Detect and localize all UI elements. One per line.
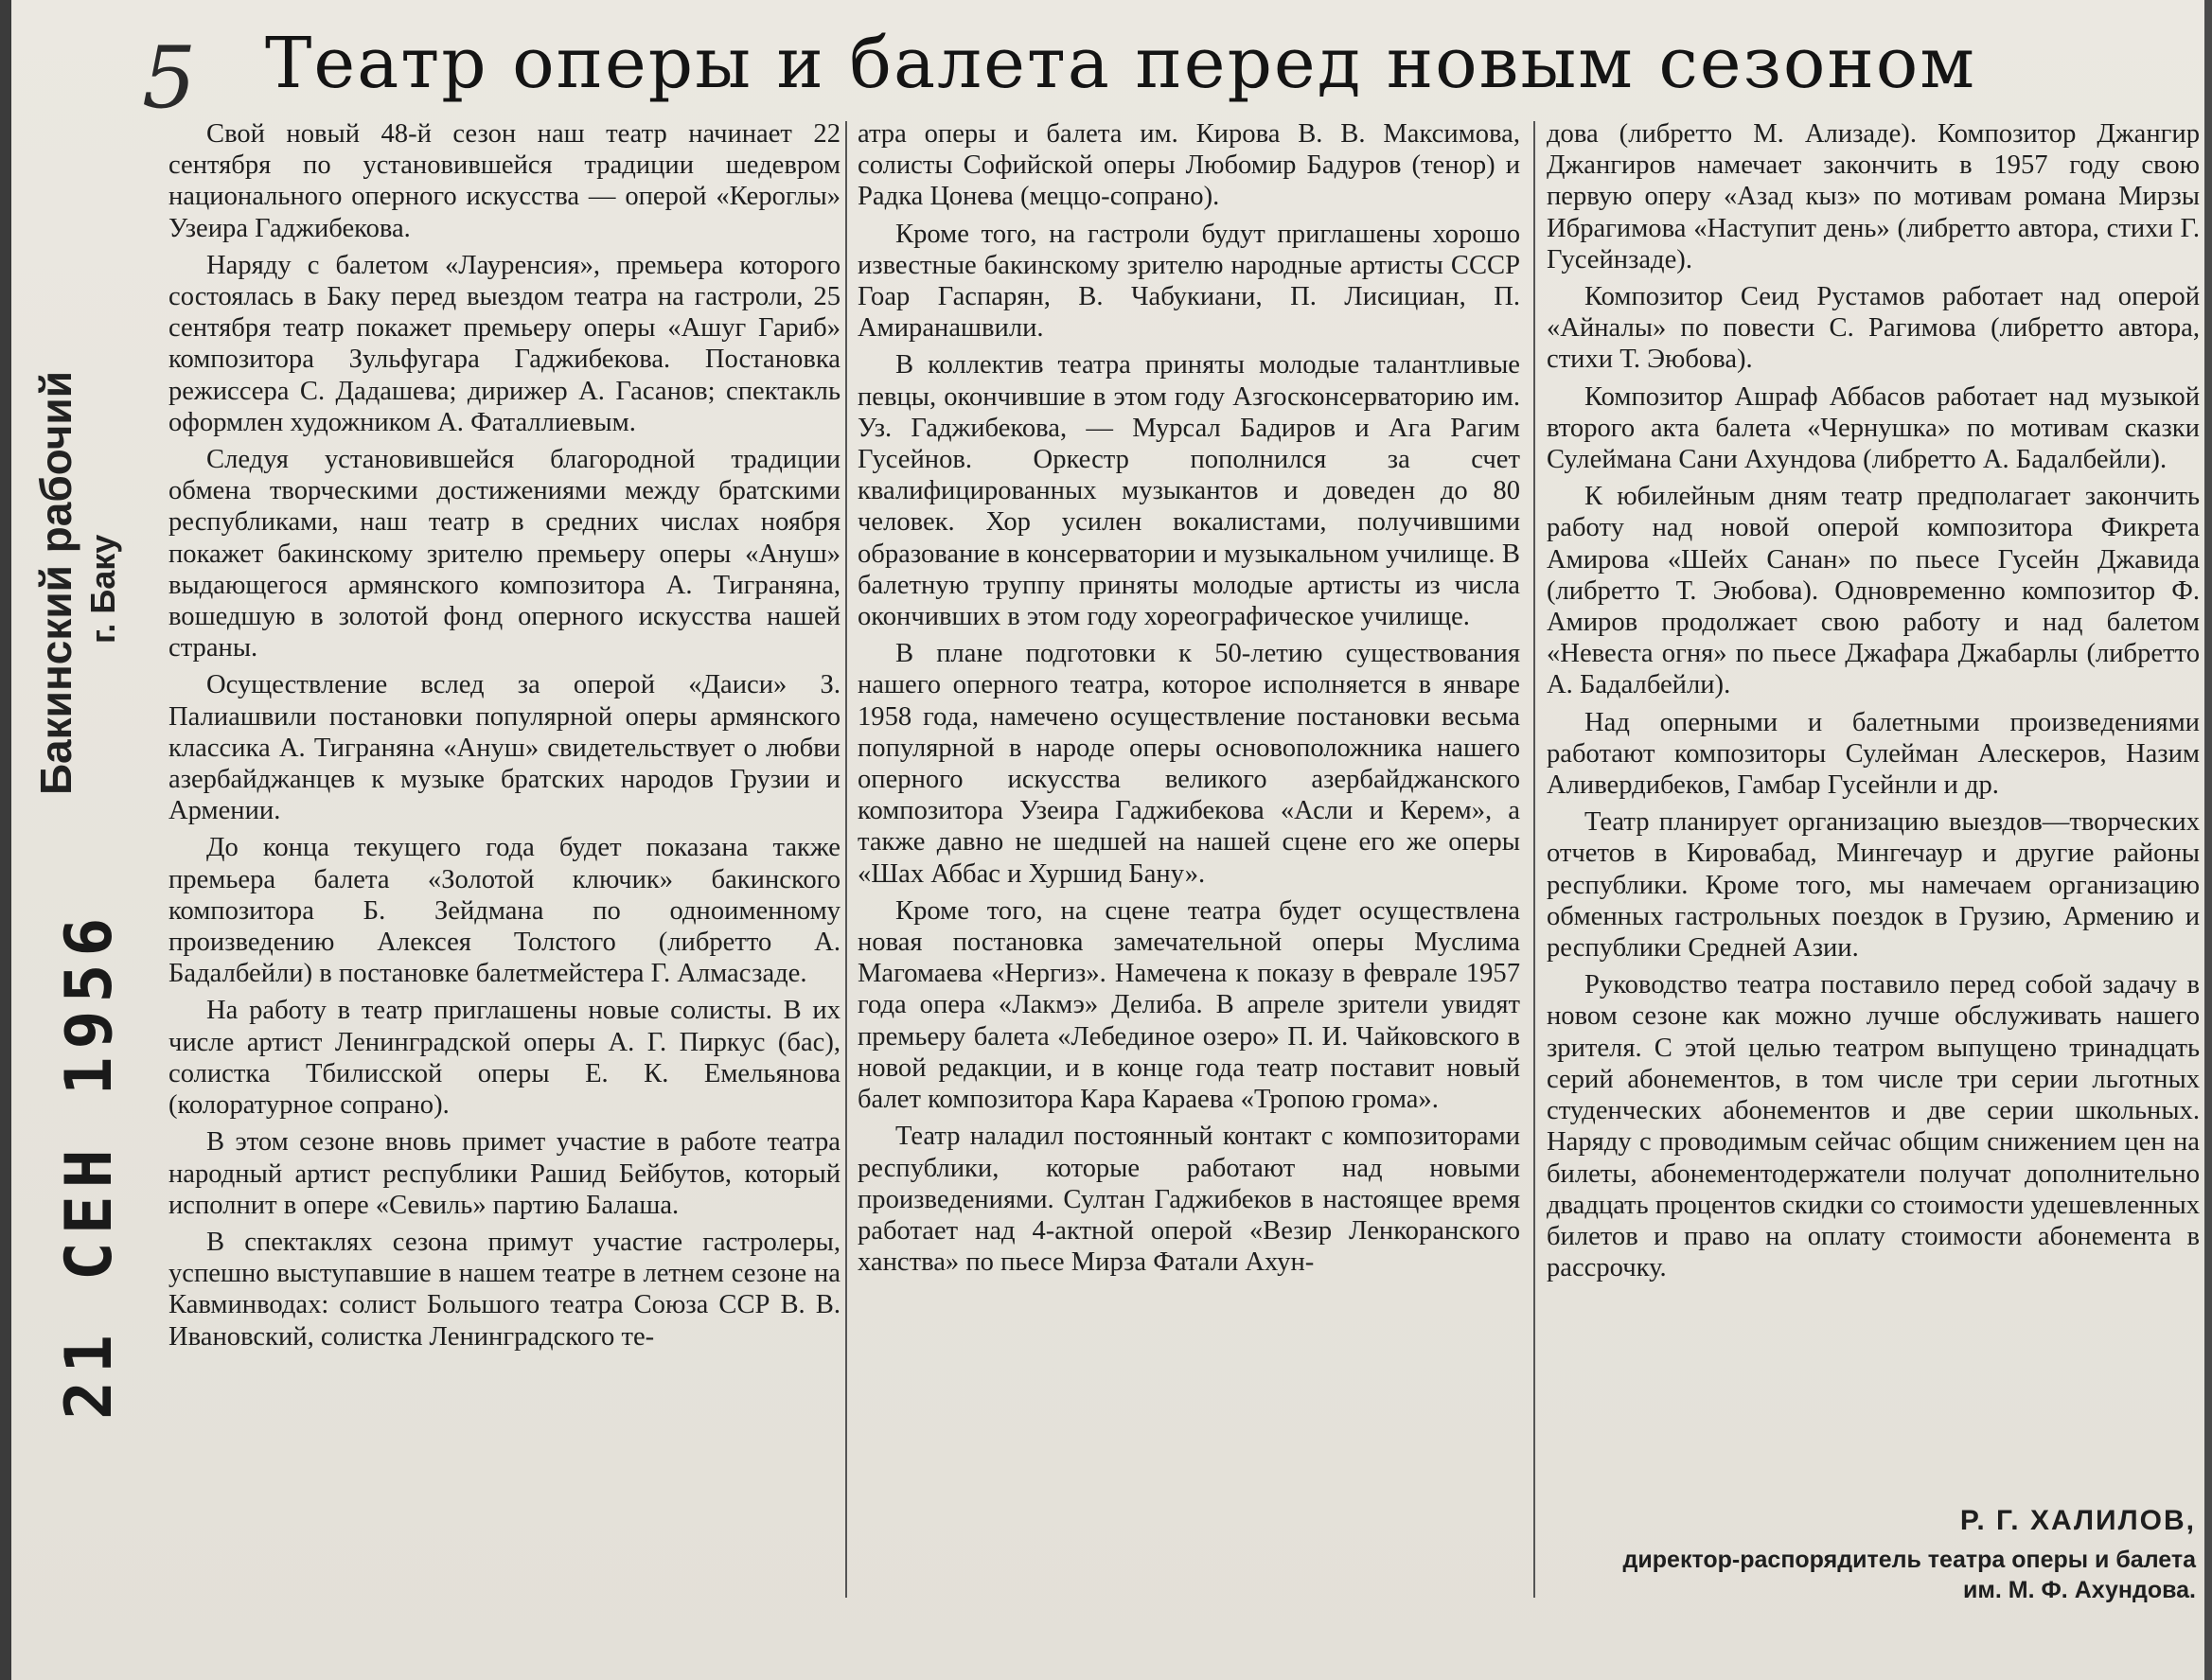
paragraph: Руководство театра поставило перед собой задачу в новом сезоне как можно лучше обслуживать нашего зрителя. С этой целью театром выпущено тринадцать серий абонементов, в том числе три серии льготных студенческих абонементов и две серии школьных. Наряду с проводимым сейчас общим снижением цен на билеты, абонементодержатели получат дополнительно двадцать процентов скидки со стоимости удешевленных билетов и право на оплату стоимости абонемента в рассрочку. xyxy=(1547,970,2200,1283)
paragraph: Наряду с балетом «Лауренсия», премьера которого состоялась в Баку перед выездом театра на гастроли, 25 сентября театр покажет премьеру оперы «Ашуг Гариб» композитора Зульфугара Гаджибекова. Постановка режиссера С. Дадашева; дирижер А. Гасанов; спектакль оформлен художником А. Фаталлиевым. xyxy=(168,250,841,437)
article-column-3 xyxy=(1547,118,2200,1600)
newspaper-city: г. Баку xyxy=(83,534,122,644)
article-column-2 xyxy=(858,118,1520,1600)
paragraph: В спектаклях сезона примут участие гастролеры, успешно выступавшие в нашем театре в летнем сезоне на Кавминводах: солист Большого театра Союза ССР В. В. Ивановский, солистка Ленинградского те- xyxy=(168,1227,841,1352)
article-headline: Театр оперы и балета перед новым сезоном xyxy=(265,23,1976,104)
paragraph: В плане подготовки к 50-летию существования нашего оперного театра, которое исполняется в январе 1958 года, намечено осуществление постановки весьма популярной в народе оперы основоположника нашего оперного искусства великого азербайджанского композитора Узеира Гаджибекова «Асли и Керем», а также давно не шедшей на нашей сцене его же оперы «Шах Аббас и Хуршид Бану». xyxy=(858,639,1520,889)
date-stamp: 21 СЕН 1956 xyxy=(52,910,127,1420)
column-divider xyxy=(1533,121,1535,1598)
paragraph: Кроме того, на гастроли будут приглашены хорошо известные бакинскому зрителю народные артисты СССР Гоар Гаспарян, В. Чабукиани, П. Лисициан, П. Амиранашвили. xyxy=(858,219,1520,344)
paragraph: дова (либретто М. Ализаде). Композитор Джангир Джангиров намечает закончить в 1957 году свою первую оперу «Азад кыз» по мотивам романа Мирзы Ибрагимова «Наступит день» (либретто автора, стихи Г. Гусейнзаде). xyxy=(1547,119,2200,274)
paragraph: атра оперы и балета им. Кирова В. В. Максимова, солисты Софийской оперы Любомир Бадуров (тенор) и Радка Цонева (меццо-сопрано). xyxy=(858,119,1520,212)
masthead-vertical xyxy=(9,360,123,814)
paragraph: Театр планирует организацию выездов—творческих отчетов в Кировабад, Мингечаур и другие районы республики. Кроме того, мы намечаем организацию обменных гастрольных поездок в Грузию, Армению и республики Средней Азии. xyxy=(1547,807,2200,964)
newspaper-name: Бакинский рабочий xyxy=(31,371,80,795)
paragraph: В коллектив театра приняты молодые талантливые певцы, окончившие в этом году Азгосконсерваторию им. Уз. Гаджибекова, — Мурсал Бадиров и Ага Рагим Гусейнов. Оркестр пополнился за счет квалифицированных музыкантов и доведен до 80 человек. Хор усилен вокалистами, получившими образование в консерватории и музыкальном училище. В балетную труппу приняты молодые артисты из числа окончивших в этом году хореографическое училище. xyxy=(858,350,1520,632)
paragraph: На работу в театр приглашены новые солисты. В их числе артист Ленинградской оперы А. Г. Пиркус (бас), солистка Тбилисской оперы Е. К. Емельянова (колоратурное сопрано). xyxy=(168,996,841,1121)
paragraph: Композитор Ашраф Аббасов работает над музыкой второго акта балета «Чернушка» по мотивам сказки Сулеймана Сани Ахундова (либретто А. Бадалбейли). xyxy=(1547,381,2200,475)
paragraph: К юбилейным дням театр предполагает закончить работу над новой оперой композитора Фикрета Амирова «Шейх Санан» по пьесе Гусейн Джавида (либретто Т. Эюбова). Одновременно композитор Ф. Амиров продолжает свою работу и над балетом «Невеста огня» по пьесе Джафара Джабарлы (либретто А. Бадалбейли). xyxy=(1547,482,2200,700)
author-name: Р. Г. ХАЛИЛОВ, xyxy=(1959,1505,2196,1536)
column-divider xyxy=(845,121,847,1598)
paragraph: До конца текущего года будет показана также премьера балета «Золотой ключик» бакинского композитора Б. Зейдмана по одноименному произведению Алексея Толстого (либретто А. Бадалбейли) в постановке балетмейстера Г. Алмасзаде. xyxy=(168,833,841,989)
handwritten-number: 5 xyxy=(142,28,197,128)
paragraph: Осуществление вслед за оперой «Даиси» З. Палиашвили постановки популярной оперы армянского классика А. Тиграняна «Ануш» свидетельствует о любви азербайджанцев к музыке братских народов Грузии и Армении. xyxy=(168,670,841,826)
paragraph: В этом сезоне вновь примет участие в работе театра народный артист республики Рашид Бейбутов, который исполнит в опере «Севиль» партию Балаша. xyxy=(168,1127,841,1220)
paragraph: Следуя установившейся благородной традиции обмена творческими достижениями между братскими республиками, наш театр в средних числах ноября покажет бакинскому зрителю премьеру оперы «Ануш» выдающегося армянского композитора А. Тиграняна, вошедшую в золотой фонд оперного искусства нашей страны. xyxy=(168,445,841,663)
paragraph: Композитор Сеид Рустамов работает над оперой «Айналы» по повести С. Рагимова (либретто автора, стихи Т. Эюбова). xyxy=(1547,282,2200,375)
paragraph: Театр наладил постоянный контакт с композиторами республики, которые работают над новыми произведениями. Султан Гаджибеков в настоящее время работает над 4-актной оперой «Везир Ленкоранского ханства» по пьесе Мирза Фатали Ахун- xyxy=(858,1122,1520,1278)
paragraph: Над оперными и балетными произведениями работают композиторы Сулейман Алескеров, Назим Аливердибеков, Гамбар Гусейнли и др. xyxy=(1547,707,2200,801)
author-title: директор-распорядитель театра оперы и балета им. М. Ф. Ахундова. xyxy=(1622,1547,2196,1603)
paragraph: Свой новый 48-й сезон наш театр начинает 22 сентября по установившейся традиции шедевром национального оперного искусства — оперой «Кероглы» Узеира Гаджибекова. xyxy=(168,119,841,243)
scan-edge-right xyxy=(2204,0,2212,1680)
paragraph: Кроме того, на сцене театра будет осуществлена новая постановка замечательной оперы Муслима Магомаева «Нергиз». Намечена к показу в феврале 1957 года опера «Лакмэ» Делиба. В апреле зрители увидят премьеру балета «Лебединое озеро» П. И. Чайковского в новой редакции, и в конце года театр поставит новый балет композитора Кара Караева «Тропою грома». xyxy=(858,895,1520,1115)
article-column-1 xyxy=(168,118,841,1600)
scan-edge-left xyxy=(0,0,11,1680)
